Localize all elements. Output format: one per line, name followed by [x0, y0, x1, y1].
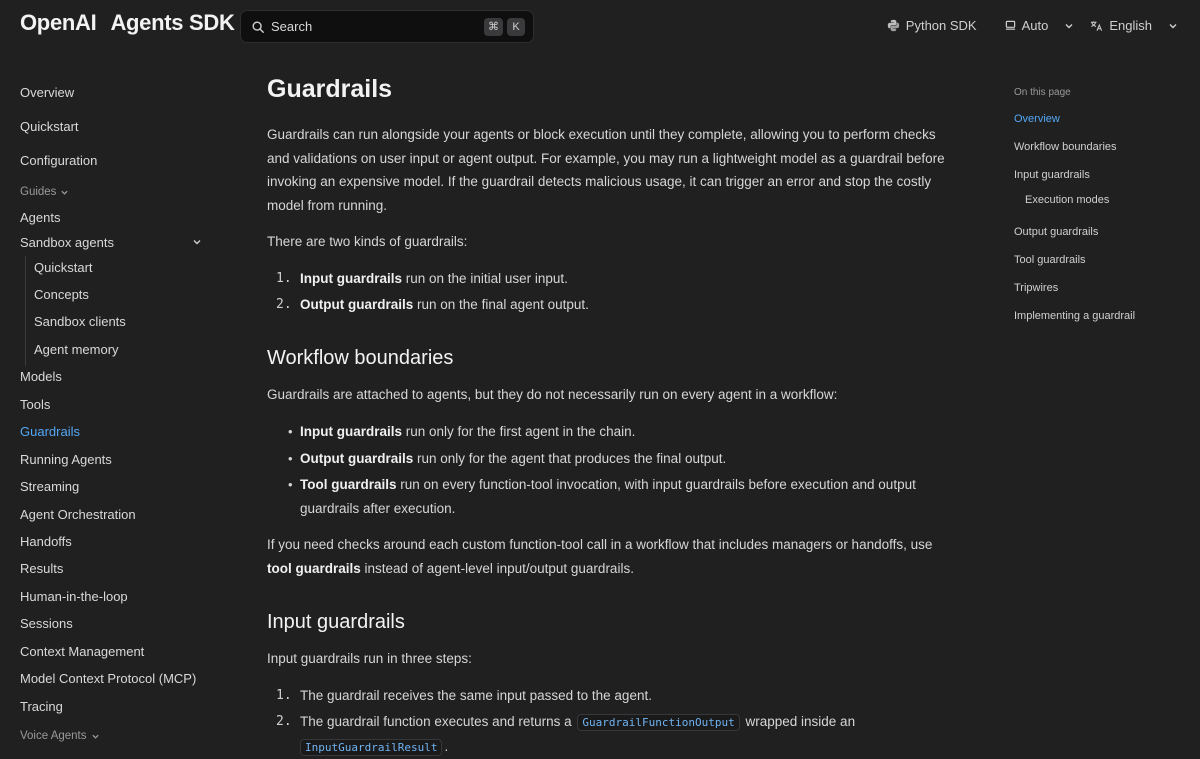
main-content — [267, 56, 967, 754]
input-intro: Input guardrails run in three steps: — [267, 651, 472, 666]
sidebar-item-results[interactable]: Results — [20, 561, 64, 576]
inline-code: GuardrailFunctionOutput — [577, 714, 739, 731]
sidebar-item-agents[interactable]: Agents — [20, 210, 61, 225]
toc-heading: On this page — [1014, 87, 1071, 98]
sidebar-item-sandbox-quickstart[interactable]: Quickstart — [34, 260, 93, 275]
sidebar-item-streaming[interactable]: Streaming — [20, 479, 80, 494]
sidebar-item-models[interactable]: Models — [20, 369, 62, 384]
list-number: 1. — [276, 271, 292, 286]
list-item: • Input guardrails run only for the first agent in the chain. — [288, 424, 636, 439]
sidebar-nav — [0, 56, 230, 750]
chevron-down-icon[interactable] — [1168, 21, 1178, 31]
sidebar-item-quickstart[interactable]: Quickstart — [20, 119, 79, 134]
voice-agents-label: Voice Agents — [20, 730, 87, 742]
monitor-icon — [1005, 20, 1016, 31]
heading-input-guardrails: Input guardrails — [267, 611, 405, 633]
sidebar-item-agent-memory[interactable]: Agent memory — [34, 342, 119, 357]
bold-term: Input guardrails — [300, 424, 403, 439]
list-text: guardrails after execution. — [300, 500, 456, 516]
sidebar-section-voice-agents[interactable] — [20, 730, 100, 742]
list-text: run only for the agent that produces the final output. — [413, 451, 727, 466]
list-text: run on the initial user input. — [402, 271, 568, 286]
sidebar-item-sandbox-clients[interactable]: Sandbox clients — [34, 314, 126, 329]
language-selector[interactable] — [1090, 18, 1152, 33]
theme-selector[interactable] — [1005, 18, 1049, 33]
sidebar-tree-line — [25, 256, 26, 366]
list-text: run only for the first agent in the chain. — [402, 424, 636, 439]
intro-paragraph — [267, 123, 957, 217]
intro-line: model from running. — [267, 197, 388, 213]
list-item — [267, 710, 957, 759]
python-icon — [887, 19, 900, 32]
sidebar-item-guardrails[interactable]: Guardrails — [20, 424, 80, 439]
language-label: English — [1109, 18, 1152, 33]
toc-item-tripwires[interactable]: Tripwires — [1014, 282, 1059, 294]
site-logo[interactable] — [20, 10, 235, 36]
header-actions — [887, 18, 1178, 33]
note-line: If you need checks around each custom function-tool call in a workflow that includes managers or handoffs, use — [267, 537, 933, 552]
list-text: run on every function-tool invocation, with input guardrails before execution and output — [396, 477, 916, 492]
bold-term: Tool guardrails — [300, 477, 397, 492]
sidebar-item-running-agents[interactable]: Running Agents — [20, 452, 112, 467]
list-text: The guardrail function executes and returns a — [300, 714, 576, 729]
list-number: 2. — [276, 297, 292, 312]
bold-term: Input guardrails — [300, 271, 403, 286]
python-sdk-label: Python SDK — [905, 18, 977, 33]
toc-item-workflow-boundaries[interactable]: Workflow boundaries — [1014, 141, 1117, 153]
list-item — [267, 684, 957, 708]
sidebar-item-mcp[interactable]: Model Context Protocol (MCP) — [20, 671, 197, 686]
sidebar-section-guides[interactable] — [20, 186, 69, 198]
sidebar-item-sandbox-concepts[interactable]: Concepts — [34, 287, 89, 302]
sidebar-item-configuration[interactable]: Configuration — [20, 153, 98, 168]
list-item: • Tool guardrails run on every function-tool invocation, with input guardrails before execution and output guardrails after execution. — [267, 473, 957, 520]
sidebar-item-handoffs[interactable]: Handoffs — [20, 534, 72, 549]
bold-term: Output guardrails — [300, 451, 414, 466]
list-item: • Output guardrails run only for the agent that produces the final output. — [288, 451, 727, 466]
chevron-down-icon[interactable] — [192, 237, 202, 247]
python-sdk-link[interactable] — [887, 18, 977, 33]
list-item — [267, 293, 957, 317]
guides-label: Guides — [20, 186, 57, 198]
sidebar-item-sandbox-agents[interactable]: Sandbox agents — [20, 235, 114, 250]
bold-term: tool guardrails — [267, 560, 361, 576]
intro-line: Guardrails can run alongside your agents or block execution until they complete, allowing you to perform checks — [267, 127, 936, 142]
search-icon — [251, 20, 265, 34]
shortcut-cmd-key: ⌘ — [484, 18, 503, 36]
workflow-intro: Guardrails are attached to agents, but they do not necessarily run on every agent in a workflow: — [267, 387, 838, 402]
toc-item-implementing-a-guardrail[interactable]: Implementing a guardrail — [1014, 310, 1136, 322]
list-text: wrapped inside an — [741, 714, 856, 729]
chevron-down-icon — [91, 732, 100, 741]
top-navbar — [0, 0, 1200, 56]
list-number: 2. — [276, 714, 292, 729]
bold-term: Output guardrails — [300, 297, 414, 312]
list-text: . — [444, 738, 449, 754]
list-text: run on the final agent output. — [413, 297, 589, 312]
sidebar-item-agent-orchestration[interactable]: Agent Orchestration — [20, 507, 136, 522]
page-title: Guardrails — [267, 75, 393, 103]
sidebar-item-overview[interactable]: Overview — [20, 85, 75, 100]
sidebar-item-sessions[interactable]: Sessions — [20, 616, 73, 631]
kinds-intro: There are two kinds of guardrails: — [267, 234, 468, 249]
brand-openai: OpenAI — [20, 10, 97, 35]
list-number: 1. — [276, 688, 292, 703]
list-item — [267, 267, 957, 291]
on-this-page-toc — [1014, 56, 1194, 750]
toc-item-output-guardrails[interactable]: Output guardrails — [1014, 226, 1099, 238]
workflow-note — [267, 533, 957, 580]
search-button[interactable] — [240, 10, 534, 43]
sidebar-item-context-management[interactable]: Context Management — [20, 644, 145, 659]
brand-product: Agents SDK — [110, 10, 235, 35]
translate-icon — [1090, 20, 1103, 32]
search-placeholder: Search — [271, 19, 313, 34]
toc-item-tool-guardrails[interactable]: Tool guardrails — [1014, 254, 1086, 266]
toc-item-overview[interactable]: Overview — [1014, 113, 1060, 125]
chevron-down-icon — [60, 188, 69, 197]
toc-item-execution-modes[interactable]: Execution modes — [1025, 194, 1110, 206]
note-text: instead of agent-level input/output guardrails. — [360, 560, 634, 576]
heading-workflow-boundaries: Workflow boundaries — [267, 347, 454, 369]
list-text: The guardrail receives the same input passed to the agent. — [300, 688, 652, 703]
chevron-down-icon[interactable] — [1064, 21, 1074, 31]
intro-line: and validations on user input or agent output. For example, you may run a lightweight model as a guardrail before — [267, 150, 945, 166]
sidebar-item-tools[interactable]: Tools — [20, 397, 51, 412]
sidebar-item-tracing[interactable]: Tracing — [20, 699, 63, 714]
shortcut-k-key: K — [507, 18, 525, 36]
inline-code: InputGuardrailResult — [300, 739, 442, 756]
sidebar-item-human-in-the-loop[interactable]: Human-in-the-loop — [20, 589, 128, 604]
toc-item-input-guardrails[interactable]: Input guardrails — [1014, 169, 1090, 181]
intro-line: invoking an expensive model. If the guardrail detects malicious usage, it can trigger an error and stop the costly — [267, 174, 932, 189]
theme-label: Auto — [1021, 18, 1049, 33]
